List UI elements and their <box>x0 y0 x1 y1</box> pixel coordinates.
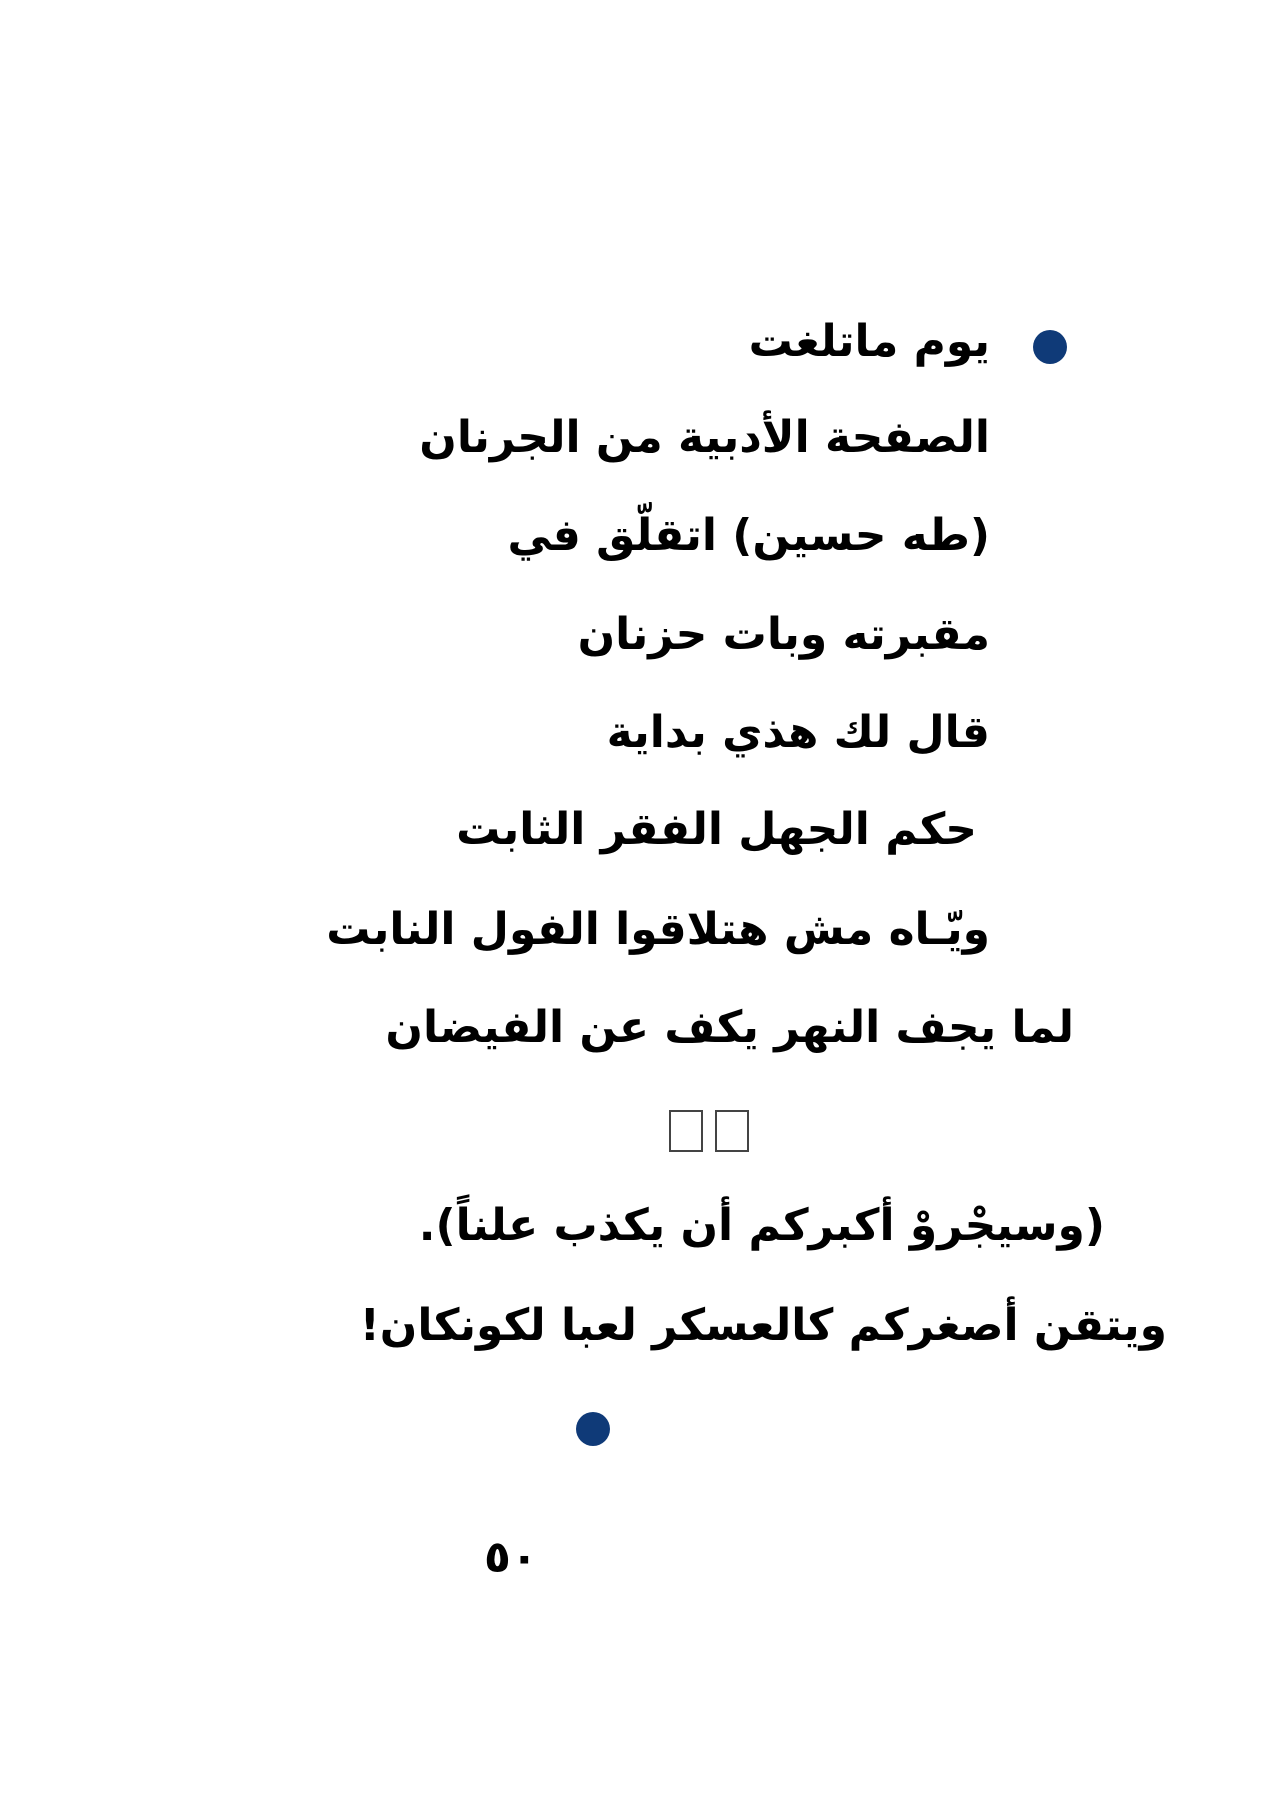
poem-line-2: الصفحة الأدبية من الجرنان <box>419 412 990 463</box>
poem-line-3: (طه حسين) اتقلّق في <box>507 510 990 561</box>
missing-glyph-box <box>715 1110 749 1152</box>
bullet-bottom-icon <box>576 1412 610 1446</box>
poem-line-7: ويّـاه مش هتلاقوا الفول النابت <box>326 904 990 955</box>
missing-glyph-box <box>669 1110 703 1152</box>
missing-glyph-boxes <box>669 1110 749 1152</box>
poem-line-5: قال لك هذي بداية <box>606 707 990 758</box>
poem-line-4: مقبرته وبات حزنان <box>577 609 990 660</box>
poem-line-1: يوم ماتلغت <box>748 316 990 367</box>
page-number: ٥٠ <box>484 1532 538 1583</box>
poem-line-10: ويتقن أصغركم كالعسكر لعبا لكونكان! <box>359 1300 1167 1351</box>
poem-line-8: لما يجف النهر يكف عن الفيضان <box>385 1002 1074 1053</box>
bullet-top-icon <box>1033 330 1067 364</box>
poem-line-9: (وسيجْروْ أكبركم أن يكذب علناً). <box>418 1200 1105 1251</box>
poem-line-6: حكم الجهل الفقر الثابت <box>456 804 977 855</box>
